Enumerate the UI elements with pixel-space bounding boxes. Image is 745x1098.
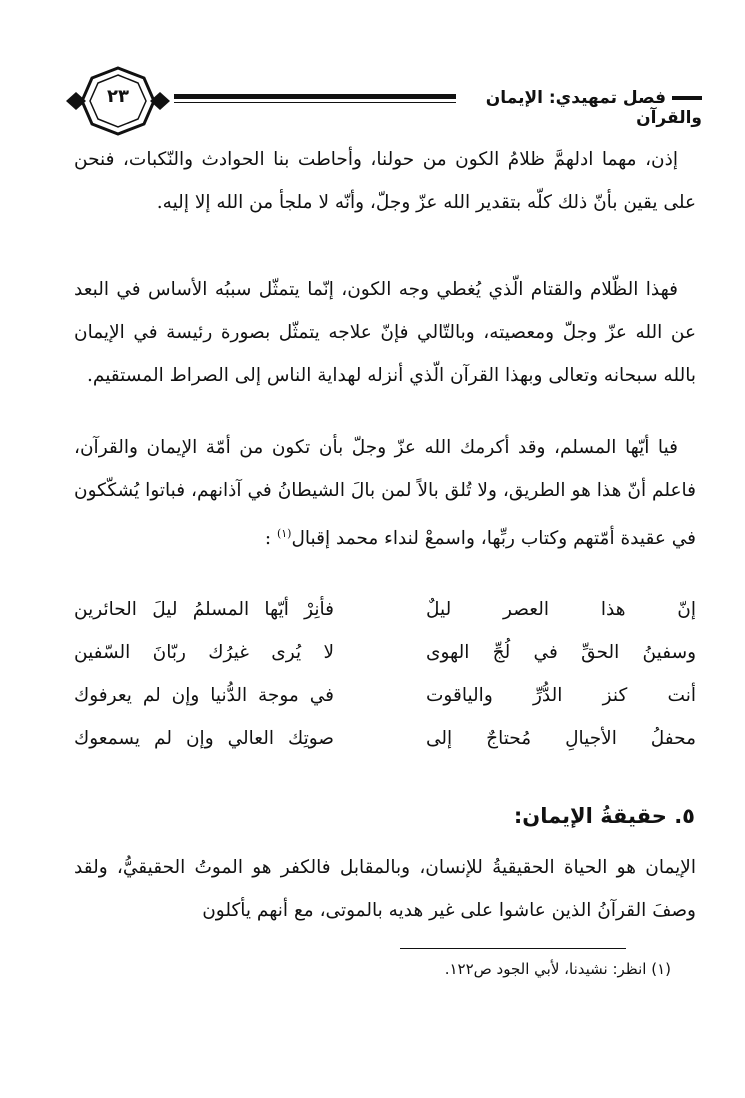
paragraph-4-text: الإيمان هو الحياة الحقيقيةُ للإنسان، وبالمقابل فالكفر هو الموتُ الحقيقيُّ، ولقد وصفَ القرآنُ الذين عاشوا على غير هديه بالموتى، مع أنهم يأكلون [74, 857, 696, 921]
header-title-text: فصل تمهيدي: الإيمان والقرآن [485, 88, 702, 128]
header-dash [672, 96, 702, 100]
poem-hemistich-second: فأنِرْ أيّها المسلمُ ليلَ الحائرين [74, 599, 334, 620]
poem-verse [74, 588, 696, 631]
footnote-marker: (١) [276, 527, 292, 540]
poem-hemistich-second: صوتِك العالي وإن لم يسمعوك [74, 728, 334, 749]
page-header [62, 66, 702, 136]
paragraph-3-text: فيا أيّها المسلم، وقد أكرمك الله عزّ وجلّ بأن تكون من أمّة الإيمان والقرآن، فاعلم أنّ هذا هو الطريق، ولا تُلق بالاً لمن بالَ الشيطانُ في آذانهم، فباتوا يُشكّكون في عقيدة أمّتهم وكتاب ربِّها، واسمعْ لنداء محمد إقبال [74, 437, 696, 550]
paragraph-2 [74, 268, 696, 397]
section-number: ٥. [674, 804, 695, 828]
poem-hemistich-second: في موجة الدُّنيا وإن لم يعرفوك [74, 685, 334, 706]
poem-verse [74, 674, 696, 717]
paragraph-3-end: : [264, 528, 272, 550]
paragraph-1-text: إذن، مهما ادلهمَّ ظلامُ الكون من حولنا، وأحاطت بنا الحوادث والنّكبات، فنحن على يقين بأنّ ذلك كلّه بتقدير الله عزّ وجلّ، وأنّه لا ملجأ من الله إلا إليه. [74, 149, 696, 213]
paragraph-2-text: فهذا الظّلام والقتام الّذي يُغطي وجه الكون، إنّما يتمثّل سببُه الأساس في البعد عن الله عزّ وجلّ ومعصيته، وبالتّالي فإنّ علاجه يتمثّل بصورة رئيسة في الإيمان بالله سبحانه وتعالى وبهذا القرآن الّذي أنزله لهداية الناس إلى الصراط المستقيم. [74, 279, 696, 386]
section-heading [514, 804, 695, 828]
footnote-separator [400, 948, 626, 949]
poem-hemistich-first: إنّ هذا العصر ليلٌ [426, 599, 696, 620]
poem-hemistich-second: لا يُرى غيرُك ربّانَ السّفين [74, 642, 334, 663]
section-title: حقيقةُ الإيمان: [513, 804, 667, 828]
paragraph-4 [74, 846, 696, 932]
running-header-title [456, 88, 702, 128]
paragraph-1 [74, 138, 696, 224]
poem-verse [74, 717, 696, 760]
poem-hemistich-first: وسفينُ الحقِّ في لُجِّ الهوى [426, 642, 696, 663]
footnote: (١) انظر: نشيدنا، لأبي الجود ص١٢٢. [444, 960, 671, 978]
poem-hemistich-first: محفلُ الأجيالِ مُحتاجٌ إلى [426, 728, 696, 749]
poem-verse [74, 631, 696, 674]
paragraph-3 [74, 426, 696, 560]
page-number: ٢٣ [107, 86, 129, 107]
poem [74, 588, 696, 760]
poem-hemistich-first: أنت كنز الدُّرِّ والياقوت [426, 685, 696, 706]
